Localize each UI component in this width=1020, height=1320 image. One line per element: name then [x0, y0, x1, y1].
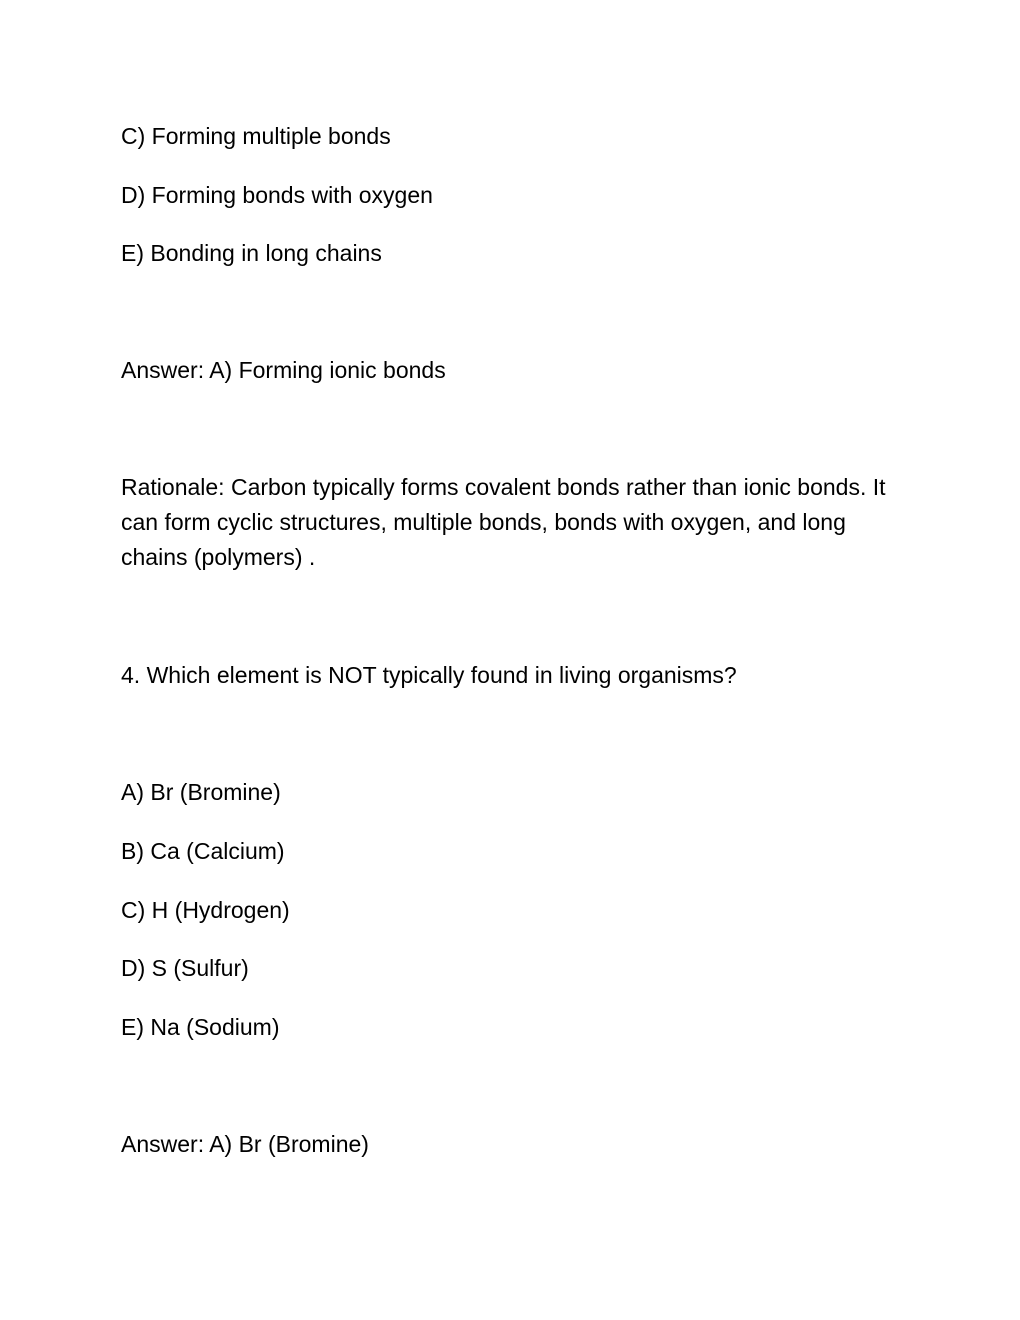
q4-option-c: C) H (Hydrogen): [121, 897, 290, 923]
q4-option-e: E) Na (Sodium): [121, 1014, 280, 1040]
q4-question: 4. Which element is NOT typically found in living organisms?: [121, 662, 737, 688]
q3-option-c: C) Forming multiple bonds: [121, 123, 391, 149]
q3-answer: Answer: A) Forming ionic bonds: [121, 357, 446, 383]
q3-option-d: D) Forming bonds with oxygen: [121, 182, 433, 208]
q4-option-a: A) Br (Bromine): [121, 779, 281, 805]
q3-option-e: E) Bonding in long chains: [121, 240, 382, 266]
q4-answer: Answer: A) Br (Bromine): [121, 1131, 369, 1157]
q3-rationale: Rationale: Carbon typically forms covalent bonds rather than ionic bonds. It can form cyclic structures, multiple bonds, bonds with oxygen, and long chains (polymers) .: [121, 474, 886, 570]
q4-option-d: D) S (Sulfur): [121, 955, 249, 981]
q4-option-b: B) Ca (Calcium): [121, 838, 285, 864]
